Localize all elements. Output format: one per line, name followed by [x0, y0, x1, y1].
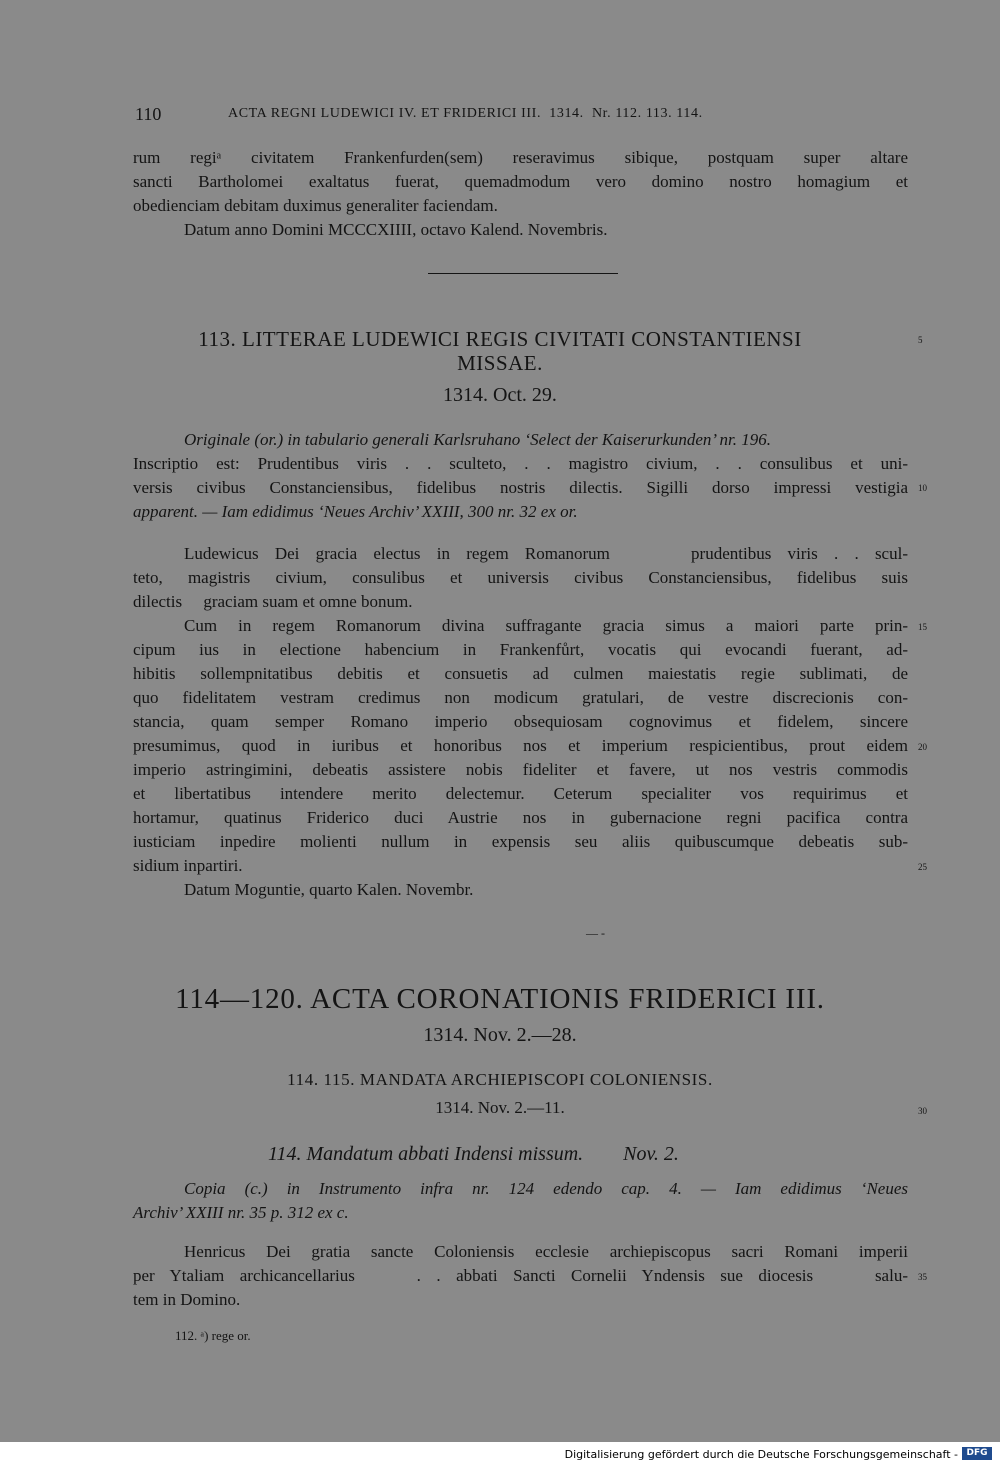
- editorial-note-line: versis civibus Constanciensibus, fidelibus nostris dilectis. Sigilli dorso impressi vestigia: [133, 478, 908, 497]
- body-line: sidium inpartiri.: [133, 856, 243, 875]
- section-114-115-heading: 114. 115. MANDATA ARCHIEPISCOPI COLONIENSIS.: [287, 1070, 713, 1089]
- editorial-note-line: Archiv’ XXIII nr. 35 p. 312 ex c.: [133, 1203, 349, 1222]
- body-line: presumimus, quod in iuribus et honoribus nos et imperium respicientibus, prout eidem: [133, 736, 908, 755]
- section-114-120-heading: 114—120. ACTA CORONATIONIS FRIDERICI III.: [175, 983, 825, 1015]
- body-line: hibitis sollempnitatibus debitis et consuetis ad culmen maiestatis regie sublimati, de: [133, 664, 908, 683]
- section-113-heading: 113. LITTERAE LUDEWICI REGIS CIVITATI CONSTANTIENSI: [198, 327, 802, 351]
- body-line: iusticiam inpedire molienti nullum in expensis seu aliis quibuscumque debeatis sub-: [133, 832, 908, 851]
- section-113-date: 1314. Oct. 29.: [443, 384, 557, 406]
- body-line: cipum ius in electione habencium in Frankenfůrt, vocatis qui evocandi fuerant, ad-: [133, 640, 908, 659]
- editorial-note-line: Originale (or.) in tabulario generali Karlsruhano ‘Select der Kaiserurkunden’ nr. 196.: [184, 430, 771, 449]
- separator-rule: [428, 273, 618, 274]
- page-number: 110: [135, 104, 162, 124]
- running-title: ACTA REGNI LUDEWICI IV. ET FRIDERICI III. 1314. Nr. 112. 113. 114.: [228, 106, 703, 121]
- margin-line-number: 35: [918, 1272, 927, 1282]
- body-line: per Ytaliam archicancellarius . . abbati Sancti Cornelii Yndensis sue diocesis salu-: [133, 1266, 908, 1285]
- body-line: Henricus Dei gratia sancte Coloniensis ecclesie archiepiscopus sacri Romani imperii: [184, 1242, 908, 1261]
- body-line: Ludewicus Dei gracia electus in regem Romanorum prudentibus viris . . scul-: [184, 544, 908, 563]
- section-114-heading: 114. Mandatum abbati Indensi missum. Nov. 2.: [268, 1143, 679, 1165]
- margin-line-number: 15: [918, 622, 927, 632]
- editorial-note-line: Copia (c.) in Instrumento infra nr. 124 edendo cap. 4. — Iam edidimus ‘Neues: [184, 1179, 908, 1198]
- ornament-dash: — -: [586, 926, 605, 940]
- text-line: sancti Bartholomei exaltatus fuerat, quemadmodum vero domino nostro homagium et: [133, 172, 908, 191]
- editorial-note-line: Inscriptio est: Prudentibus viris . . sculteto, . . magistro civium, . . consulibus et uni-: [133, 454, 908, 473]
- body-line: dilectis graciam suam et omne bonum.: [133, 592, 413, 611]
- body-line: tem in Domino.: [133, 1290, 241, 1309]
- body-line: hortamur, quatinus Friderico duci Austrie nos in gubernacione regni pacifica contra: [133, 808, 908, 827]
- footnote: 112. ᵃ) rege or.: [175, 1328, 251, 1343]
- section-113-heading-cont: MISSAE.: [457, 351, 543, 375]
- body-line: imperio astringimini, debeatis assistere nobis fideliter et favere, ut nos vestris commodis: [133, 760, 908, 779]
- margin-line-number: 30: [918, 1106, 927, 1116]
- footer-credit: Digitalisierung gefördert durch die Deutsche Forschungsgemeinschaft -: [564, 1448, 958, 1461]
- datum-line: Datum anno Domini MCCCXIIII, octavo Kalend. Novembris.: [184, 220, 608, 239]
- section-114-120-date: 1314. Nov. 2.—28.: [423, 1024, 577, 1046]
- body-line: stancia, quam semper Romano imperio obsequiosam cognovimus et fidelem, sincere: [133, 712, 908, 731]
- editorial-note-line: apparent. — Iam edidimus ‘Neues Archiv’ XXIII, 300 nr. 32 ex or.: [133, 502, 578, 521]
- body-line: et libertatibus intendere merito delectemur. Ceterum specialiter vos requirimus et: [133, 784, 908, 803]
- text-line: obedienciam debitam duximus generaliter faciendam.: [133, 196, 498, 215]
- dfg-logo: DFG: [962, 1447, 992, 1460]
- body-line: teto, magistris civium, consulibus et universis civibus Constanciensibus, fidelibus suis: [133, 568, 908, 587]
- text-line: rum regiᵃ civitatem Frankenfurden(sem) reseravimus sibique, postquam super altare: [133, 148, 908, 167]
- section-114-115-date: 1314. Nov. 2.—11.: [435, 1098, 565, 1117]
- margin-line-number: 25: [918, 862, 927, 872]
- datum-line: Datum Moguntie, quarto Kalen. Novembr.: [184, 880, 474, 899]
- margin-line-number: 20: [918, 742, 927, 752]
- body-line: Cum in regem Romanorum divina suffragante gracia simus a maiori parte prin-: [184, 616, 908, 635]
- body-line: quo fidelitatem vestram credimus non modicum gratulari, de vestre discrecionis con-: [133, 688, 908, 707]
- margin-line-number: 10: [918, 483, 927, 493]
- margin-line-number: 5: [918, 335, 923, 345]
